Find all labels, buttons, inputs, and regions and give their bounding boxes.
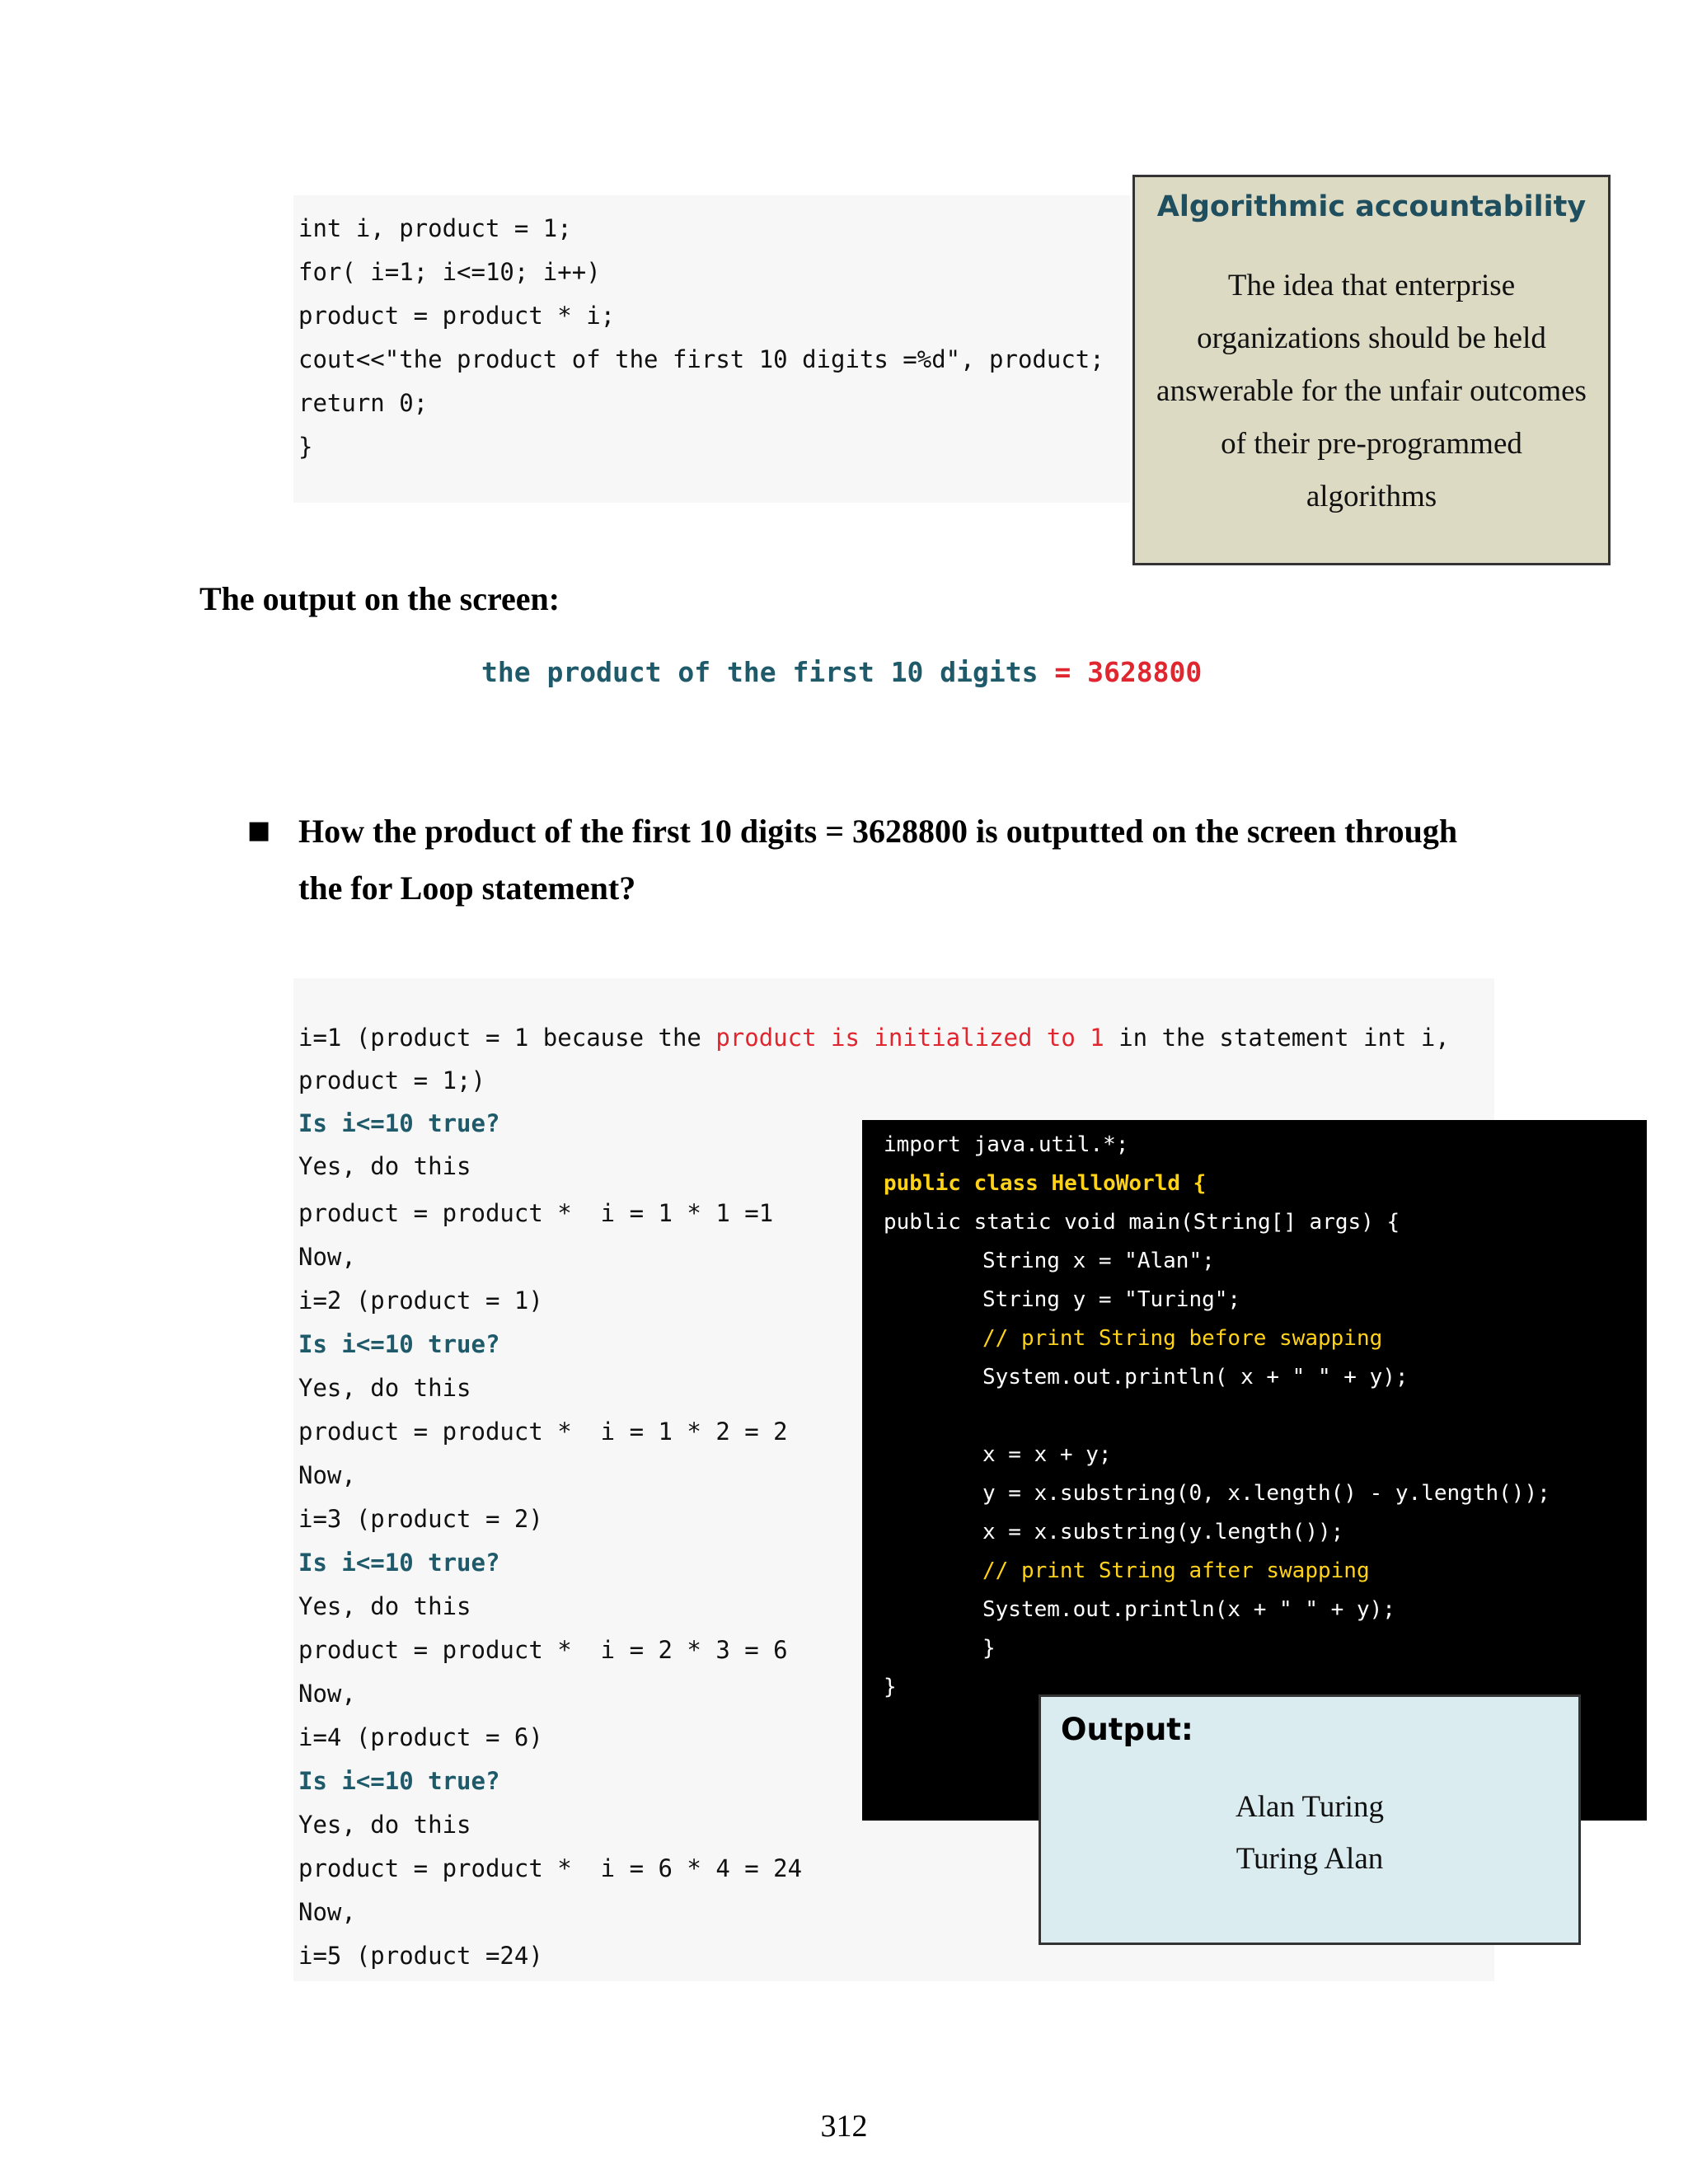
trace-line: i=3 (product = 2) [298, 1505, 543, 1533]
trace-line: Now, [298, 1898, 356, 1926]
java-line: String y = "Turing"; [982, 1287, 1241, 1312]
sidebar-line: answerable for the unfair outcomes [1156, 374, 1587, 408]
java-line: System.out.println(x + " " + y); [982, 1597, 1395, 1622]
trace-line: product = product * i = 2 * 3 = 6 [298, 1636, 788, 1664]
trace-line: Now, [298, 1243, 356, 1271]
sidebar-title: Algorithmic accountability [1156, 190, 1587, 223]
output-box-line: Turing Alan [1236, 1842, 1384, 1876]
java-line: System.out.println( x + " " + y); [982, 1365, 1409, 1390]
output-box [1039, 1694, 1581, 1945]
trace-text: in the statement int i, [1104, 1024, 1450, 1052]
program-output-line [481, 656, 1202, 688]
trace-line: Now, [298, 1461, 356, 1489]
definition-sidebar [1132, 175, 1611, 565]
code-line: int i, product = 1; [298, 214, 572, 242]
trace-line [298, 1021, 1450, 1054]
trace-line: product = product * i = 1 * 1 =1 [298, 1199, 774, 1227]
output-box-line: Alan Turing [1236, 1790, 1384, 1824]
trace-line: Yes, do this [298, 1374, 471, 1402]
code-line: cout<<"the product of the first 10 digits =%d", product; [298, 345, 1104, 373]
sidebar-line: organizations should be held [1197, 321, 1546, 355]
code-line: for( i=1; i<=10; i++) [298, 258, 601, 286]
trace-condition: Is i<=10 true? [298, 1767, 500, 1795]
trace-line: product = product * i = 6 * 4 = 24 [298, 1854, 803, 1882]
java-line: String x = "Alan"; [982, 1249, 1215, 1273]
java-line: public static void main(String[] args) { [884, 1210, 1400, 1235]
trace-line: product = product * i = 1 * 2 = 2 [298, 1418, 788, 1446]
java-line: y = x.substring(0, x.length() - y.length()); [982, 1481, 1550, 1506]
code-block-top [293, 195, 1130, 503]
java-line: } [982, 1636, 996, 1661]
page-number: 312 [820, 2109, 868, 2144]
output-value: = 3628800 [1054, 656, 1203, 688]
trace-text: i=1 (product = 1 because the [298, 1024, 716, 1052]
code-line: } [298, 433, 313, 461]
trace-condition: Is i<=10 true? [298, 1549, 500, 1577]
java-comment: // print String after swapping [982, 1558, 1370, 1583]
trace-line: Yes, do this [298, 1592, 471, 1620]
trace-line: product = 1;) [298, 1066, 485, 1094]
question-heading: How the product of the first 10 digits = 3628800 is outputted on the screen through the for Loop statement? [298, 813, 1458, 907]
sidebar-line: algorithms [1306, 480, 1437, 513]
trace-line: Yes, do this [298, 1811, 471, 1839]
code-line: return 0; [298, 389, 429, 417]
trace-line: Yes, do this [298, 1152, 471, 1180]
code-line: product = product * i; [298, 302, 616, 330]
sidebar-line: The idea that enterprise [1227, 269, 1516, 302]
java-line: public class HelloWorld { [884, 1171, 1207, 1196]
sidebar-body [1151, 260, 1592, 523]
trace-highlight: product is initialized to 1 [715, 1024, 1104, 1052]
java-line: } [884, 1675, 897, 1699]
trace-condition: Is i<=10 true? [298, 1109, 500, 1137]
trace-line: i=4 (product = 6) [298, 1723, 543, 1751]
java-line: x = x.substring(y.length()); [982, 1520, 1344, 1544]
output-box-title: Output: [1061, 1712, 1193, 1747]
output-heading: The output on the screen: [199, 580, 560, 617]
bullet-square-icon: ■ [247, 816, 271, 845]
output-text: the product of the first 10 digits [481, 656, 1055, 688]
java-comment: // print String before swapping [982, 1326, 1383, 1351]
java-line: import java.util.*; [884, 1132, 1129, 1157]
trace-line: i=2 (product = 1) [298, 1286, 543, 1315]
trace-line: i=5 (product =24) [298, 1942, 543, 1970]
java-line: x = x + y; [982, 1442, 1112, 1467]
trace-line: Now, [298, 1680, 356, 1708]
trace-condition: Is i<=10 true? [298, 1330, 500, 1358]
sidebar-line: of their pre-programmed [1221, 427, 1522, 461]
